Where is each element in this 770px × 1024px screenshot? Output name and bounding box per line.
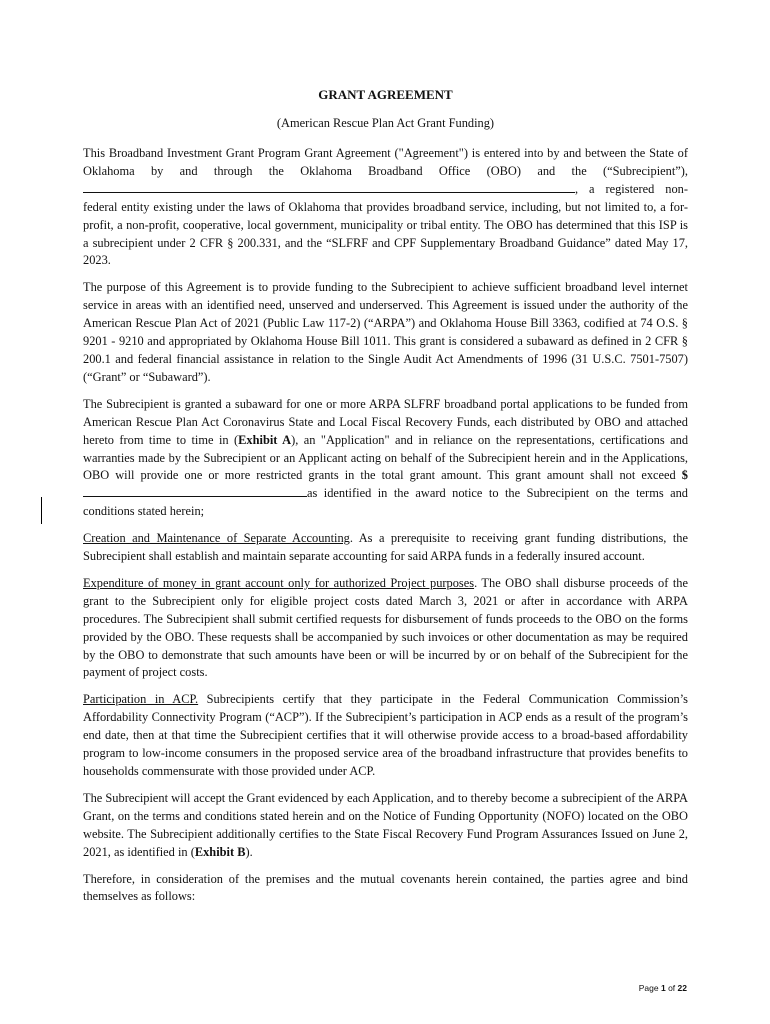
- current-page: 1: [660, 983, 666, 993]
- acp-text: Subrecipients certify that they participate in the Federal Communication Commission’s Affordability Connectivity Program (“ACP”). If the Subrecipient’s participation in ACP ends as a result of the program’s end date, then at that time the Subrecipient certifies that it will otherwise provide access to a broad-based affordability program to low-income consumers in the proposed service area of the broadband infrastructure that provides benefits to households commensurate with those provided under ACP.: [83, 692, 688, 778]
- page-number: [639, 983, 687, 993]
- paragraph-parties: [83, 145, 688, 270]
- acceptance-text-start: The Subrecipient will accept the Grant evidenced by each Application, and to thereby become a subrecipient of the ARPA Grant, on the terms and conditions stated herein and on the Notice of Funding Opportunity (NOFO) located on the OBO website. The Subrecipient additionally certifies to the State Fiscal Recovery Fund Program Assurances Issued on June 2, 2021, as identified in (: [83, 790, 688, 859]
- grant-amount-blank[interactable]: [83, 485, 307, 497]
- paragraph-covenants: Therefore, in consideration of the premises and the mutual covenants herein contained, the parties agree and bind themselves as follows:: [83, 871, 688, 904]
- paragraph-subaward: [83, 396, 688, 521]
- document-body: [83, 86, 688, 915]
- page-word: Page: [638, 983, 659, 993]
- total-pages: 22: [677, 983, 687, 993]
- acceptance-text-end: ).: [245, 844, 253, 859]
- subaward-text-middle: ), an "Application" and in reliance on the representations, certifications and warranties made by the Subrecipient or an Applicant acting on behalf of the Subrecipient herein and in the Applications, OBO will provide one or more restricted grants in the total grant amount. This grant amount shall not exceed: [83, 432, 689, 483]
- paragraph-purpose: The purpose of this Agreement is to provide funding to the Subrecipient to achieve sufficient broadband level internet service in areas with an identified need, unserved and underserved. This Agreement is issued under the authority of the American Rescue Plan Act of 2021 (Public Law 117-2) (“ARPA”) and Oklahoma House Bill 3363, codified at 74 O.S. § 9201 - 9210 and appropriated by Oklahoma House Bill 1011. This grant is considered a subaward as defined in 2 CFR § 200.1 and federal financial assistance in relation to the Single Audit Act Amendments of 1996 (31 U.S.C. 7501-7507) (“Grant” or “Subaward”).: [83, 280, 688, 384]
- separate-accounting-heading: Creation and Maintenance of Separate Accounting: [83, 531, 350, 546]
- paragraph-acp: [83, 691, 688, 781]
- separate-accounting-text: . As a prerequisite to receiving grant funding distributions, the Subrecipient shall establish and maintain separate accounting for said ARPA funds in a federally insured account.: [83, 531, 688, 564]
- expenditure-heading: Expenditure of money in grant account only for authorized Project purposes: [83, 575, 475, 590]
- paragraph-expenditure: [83, 575, 688, 682]
- paragraph-separate-accounting: [83, 530, 688, 566]
- expenditure-text: . The OBO shall disburse proceeds of the grant to the Subrecipient only for eligible project costs dated March 3, 2021 or after in accordance with ARPA procedures. The Subrecipient shall submit certified requests for disbursement of funds proceeds to the OBO on the forms provided by the OBO. These requests shall be accompanied by such invoices or other documentation as may be required by the OBO to demonstrate that such amounts have been or will be incurred by or on behalf of the Subrecipient for the payment of project costs.: [83, 575, 688, 680]
- subaward-text-start: The Subrecipient is granted a subaward for one or more ARPA SLFRF broadband portal applications to be funded from American Rescue Plan Act Coronavirus State and Local Fiscal Recovery Funds, each distributed by OBO and attached hereto from time to time in (: [83, 396, 688, 447]
- subaward-text-end: as identified in the award notice to the Subrecipient on the terms and conditions stated herein;: [83, 486, 688, 519]
- grant-amount-dollar: $: [681, 468, 688, 483]
- of-word: of: [668, 983, 676, 993]
- parties-text-start: This Broadband Investment Grant Program Grant Agreement ("Agreement") is entered into by and between the State of Oklahoma by and through the Oklahoma Broadband Office (OBO) and the (“Subrecipient”),: [83, 146, 688, 178]
- parties-text-end: , a registered non-federal entity existing under the laws of Oklahoma that provides broadband service, including, but not limited to, a for-profit, a non-profit, cooperative, local government, municipality or tribal entity. The OBO has determined that this ISP is a subrecipient under 2 CFR § 200.331, and the “SLFRF and CPF Supplementary Broadband Guidance” dated May 17, 2023.: [83, 181, 688, 268]
- exhibit-a-reference: Exhibit A: [238, 432, 292, 447]
- paragraph-acceptance: [83, 790, 688, 862]
- text-cursor: [41, 497, 42, 524]
- acp-heading: Participation in ACP.: [83, 692, 199, 707]
- document-title: GRANT AGREEMENT: [318, 87, 453, 102]
- document-subtitle: (American Rescue Plan Act Grant Funding): [276, 116, 495, 130]
- exhibit-b-reference: Exhibit B: [194, 844, 246, 859]
- subrecipient-name-blank[interactable]: [83, 181, 575, 193]
